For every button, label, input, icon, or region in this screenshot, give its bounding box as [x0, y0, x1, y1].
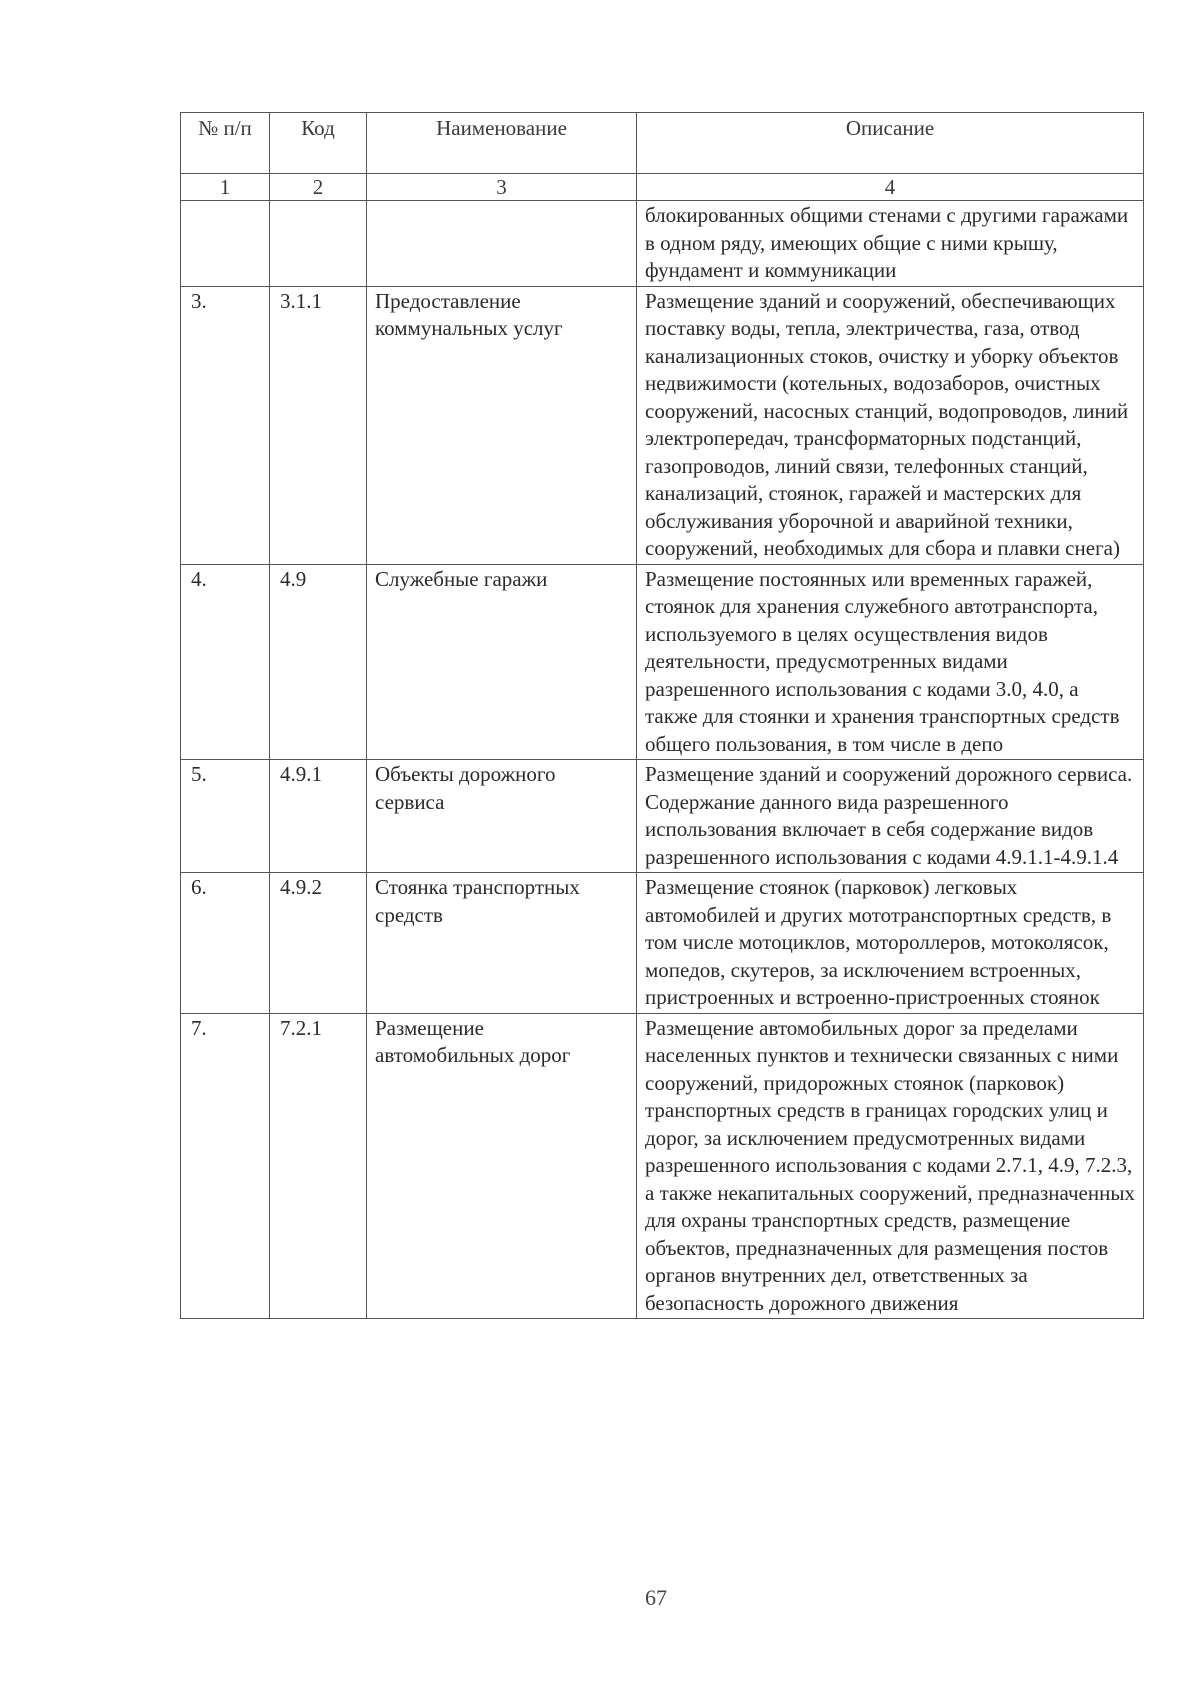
column-number-row [181, 174, 1144, 201]
header-code: Код [270, 113, 367, 174]
row-name: Объекты дорожного сервиса [367, 760, 637, 873]
row-number [181, 201, 270, 287]
row-code: 7.2.1 [270, 1013, 367, 1319]
row-code: 3.1.1 [270, 286, 367, 564]
row-name: Размещение автомобильных дорог [367, 1013, 637, 1319]
header-row [181, 113, 1144, 174]
table-row [181, 201, 1144, 287]
column-number: 3 [367, 174, 637, 201]
row-number: 4. [181, 564, 270, 760]
row-description: Размещение автомобильных дорог за пределами населенных пунктов и технически связанных с ними сооружений, придорожных стоянок (парковок) транспортных средств в границах городских улиц и дорог, за исключением предусмотренных видами разрешенного использования с кодами 2.7.1, 4.9, 7.2.3, а также некапитальных сооружений, предназначенных для охраны транспортных средств, размещение объектов, предназначенных для размещения постов органов внутренних дел, ответственных за безопасность дорожного движения [637, 1013, 1144, 1319]
table-row [181, 873, 1144, 1014]
column-number: 4 [637, 174, 1144, 201]
table-row [181, 760, 1144, 873]
row-code: 4.9.1 [270, 760, 367, 873]
column-number: 1 [181, 174, 270, 201]
row-name: Предоставление коммунальных услуг [367, 286, 637, 564]
page-number: 67 [645, 1585, 667, 1610]
land-use-table [180, 112, 1144, 1319]
row-number: 5. [181, 760, 270, 873]
table-row [181, 286, 1144, 564]
row-description: Размещение стоянок (парковок) легковых автомобилей и других мототранспортных средств, в том числе мотоциклов, мотороллеров, мотоколясок, мопедов, скутеров, за исключением встроенных, пристроенных и встроенно-пристроенных стоянок [637, 873, 1144, 1014]
row-number: 6. [181, 873, 270, 1014]
row-name: Служебные гаражи [367, 564, 637, 760]
row-description: Размещение зданий и сооружений, обеспечивающих поставку воды, тепла, электричества, газа, отвод канализационных стоков, очистку и уборку объектов недвижимости (котельных, водозаборов, очистных сооружений, насосных станций, водопроводов, линий электропередач, трансформаторных подстанций, газопроводов, линий связи, телефонных станций, канализаций, стоянок, гаражей и мастерских для обслуживания уборочной и аварийной техники, сооружений, необходимых для сбора и плавки снега) [637, 286, 1144, 564]
row-code [270, 201, 367, 287]
row-name: Стоянка транспортных средств [367, 873, 637, 1014]
row-name [367, 201, 637, 287]
header-description: Описание [637, 113, 1144, 174]
column-number: 2 [270, 174, 367, 201]
row-code: 4.9.2 [270, 873, 367, 1014]
table-row [181, 564, 1144, 760]
header-name: Наименование [367, 113, 637, 174]
row-number: 7. [181, 1013, 270, 1319]
row-description: блокированных общими стенами с другими гаражами в одном ряду, имеющих общие с ними крышу, фундамент и коммуникации [637, 201, 1144, 287]
row-description: Размещение постоянных или временных гаражей, стоянок для хранения служебного автотранспорта, используемого в целях осуществления видов деятельности, предусмотренных видами разрешенного использования с кодами 3.0, 4.0, а также для стоянки и хранения транспортных средств общего пользования, в том числе в депо [637, 564, 1144, 760]
row-number: 3. [181, 286, 270, 564]
row-description: Размещение зданий и сооружений дорожного сервиса. Содержание данного вида разрешенного использования включает в себя содержание видов разрешенного использования с кодами 4.9.1.1-4.9.1.4 [637, 760, 1144, 873]
row-code: 4.9 [270, 564, 367, 760]
table-row [181, 1013, 1144, 1319]
header-number: № п/п [181, 113, 270, 174]
